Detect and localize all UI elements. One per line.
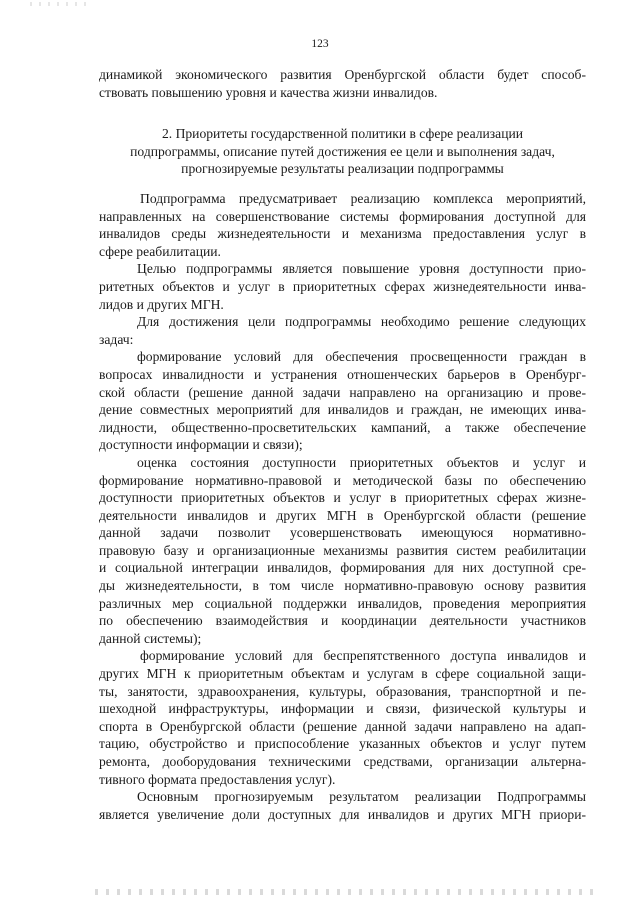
text-line: других МГН к приоритетным объектам и услугам в сфере социальной защи- — [99, 666, 586, 682]
text-line: формирование условий для беспрепятственного доступа инвалидов и — [140, 648, 586, 664]
text-line: Для достижения цели подпрограммы необходимо решение следующих — [137, 314, 586, 330]
text-line: вопросах инвалидности и устранения отношенческих барьеров в Оренбург- — [99, 366, 586, 382]
text-line: и социальной интеграции инвалидов, формирования для них доступной сре- — [99, 560, 586, 576]
scan-artifact-top — [30, 2, 90, 6]
text-line: лидов и других МГН. — [99, 296, 224, 312]
text-line: инвалидов среды жизнедеятельности и механизма предоставления услуг в — [99, 226, 586, 242]
text-line: спорта в Оренбургской области (решение данной задачи направлено на адап- — [99, 718, 586, 734]
intro-paragraph — [99, 66, 586, 101]
heading-line: 2. Приоритеты государственной политики в сфере реализации — [161, 126, 524, 141]
text-line: дение совместных мероприятий для инвалидов и граждан, не имеющих инва- — [99, 402, 586, 418]
text-line: ты, занятости, здравоохранения, культуры, образования, транспортной и пе- — [99, 683, 586, 699]
text-line: тивного формата предоставления услуг). — [99, 771, 336, 787]
text-line: сфере реабилитации. — [99, 243, 221, 259]
heading-line: подпрограммы, описание путей достижения ее цели и выполнения задач, — [130, 143, 555, 159]
text-line: ритетных объектов и услуг в приоритетных сферах жизнедеятельности инва- — [99, 278, 586, 294]
text-line: доступности приоритетных объектов и услуг в приоритетных сферах жизне- — [99, 490, 586, 506]
text-line: шеходной инфраструктуры, информации и связи, физической культуры и — [99, 701, 586, 717]
text-line: Подпрограмма предусматривает реализацию комплекса мероприятий, — [140, 191, 586, 206]
text-line: правовую базу и организационные механизмы развития систем реабилитации — [99, 542, 586, 558]
text-line: по обеспечению взаимодействия и координации деятельности участников — [99, 613, 586, 629]
text-line: является увеличение доли доступных для инвалидов и других МГН приори- — [99, 806, 586, 822]
section-heading — [99, 125, 586, 178]
text-line: формирование нормативно-правовой и методической базы по обеспечению — [99, 472, 586, 488]
text-line: направленных на совершенствование системы формирования доступной для — [99, 208, 586, 224]
page-number: 123 — [311, 38, 329, 50]
text-line: Целью подпрограммы является повышение уровня доступности прио- — [137, 261, 586, 277]
text-line: данной задачи позволит усовершенствовать имеющуюся нормативно- — [99, 525, 586, 541]
text-line: данной системы); — [99, 630, 202, 646]
heading-line: прогнозируемые результаты реализации подпрограммы — [181, 161, 504, 177]
text-line: динамикой экономического развития Оренбургской области будет способ- — [99, 67, 586, 82]
text-line: оценка состояния доступности приоритетных объектов и услуг и — [137, 454, 586, 470]
text-line: ды жизнедеятельности, в том числе нормативно-правовую основу развития — [99, 578, 586, 594]
text-line: деятельности инвалидов и других МГН в Оренбургской области (решение — [99, 507, 586, 523]
text-line: тацию, обустройство и приспособление указанных объектов и услуг путем — [99, 736, 586, 752]
text-line: различных мер социальной поддержки инвалидов, проведения мероприятия — [99, 595, 586, 611]
scan-artifact-bottom — [95, 889, 595, 895]
text-line: ской области (решение данной задачи направлено на организацию и прове- — [99, 384, 586, 400]
text-line: Основным прогнозируемым результатом реализации Подпрограммы — [137, 789, 586, 805]
text-line: ремонта, дооборудования техническими средствами, организации альтерна- — [99, 754, 586, 769]
text-line: доступности информации и связи); — [99, 437, 303, 453]
section-body — [99, 190, 586, 823]
text-line: формирование условий для обеспечения просвещенности граждан в — [137, 349, 586, 365]
text-line: лидности, общественно-просветительских кампаний, а также обеспечение — [99, 419, 586, 435]
text-line: ствовать повышению уровня и качества жизни инвалидов. — [99, 84, 438, 100]
text-line: задач: — [99, 331, 134, 347]
